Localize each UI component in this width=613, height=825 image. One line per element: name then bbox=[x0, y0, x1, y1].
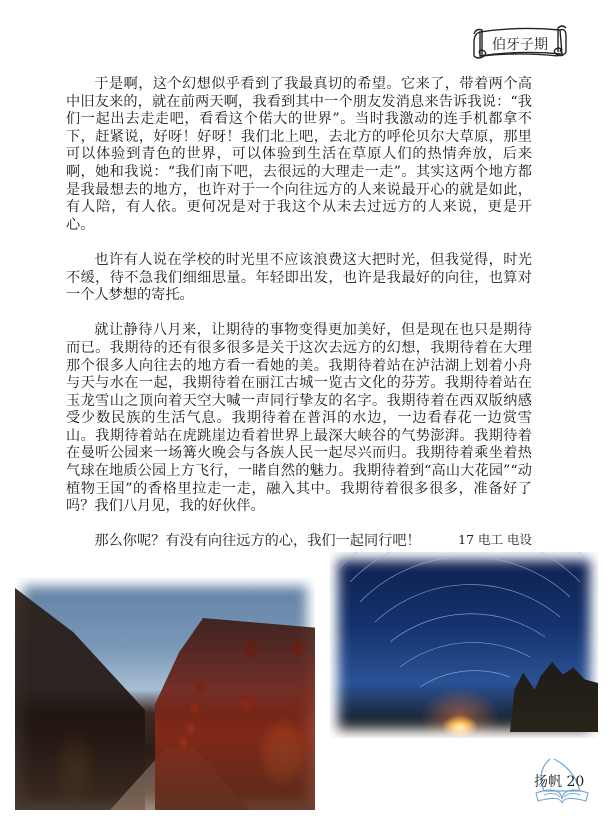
magazine-name: 扬帆 bbox=[534, 774, 562, 790]
red-lantern-building bbox=[155, 618, 315, 810]
star-trails-photo bbox=[330, 552, 598, 738]
article-author: 17 电工 电设 bbox=[458, 532, 532, 547]
article-paragraph: 就让静待八月来，让期待的事物变得更加美好，但是现在也只是期待而已。我期待的还有很多很多是关于这次去远方的幻想，我期待着在大理那个很多人向往去的地方看一看她的美。我期待着站在泸沽湖上划着小舟与天与水在一起，我期待着在丽江古城一览古文化的芬芳。我期待着站在玉龙雪山之顶向着天空大喊一声同行挚友的名字。我期待着在西双版纳感受少数民族的生活气息。我期待着在普洱的水边，一边看春花一边赏雪山。我期待着站在虎跳崖边看着世界上最深大峡谷的气势澎湃。我期待着在曼听公园来一场篝火晚会与各族人民一起尽兴而归。我期待着乘坐着热气球在地质公园上方飞行，一睹自然的魅力。我期待着到“高山大花园”“动植物王国”的香格里拉走一走，融入其中。我期待着很多很多，准备好了吗？我们八月见，我的好伙伴。 bbox=[66, 322, 532, 515]
footer-logo bbox=[530, 755, 594, 805]
wooden-building-left bbox=[15, 588, 145, 810]
page-number: 20 bbox=[566, 774, 585, 790]
article-body bbox=[66, 76, 532, 569]
article-paragraph: 那么你呢？有没有向往远方的心，我们一起同行吧！ bbox=[94, 533, 421, 550]
section-title: 伯牙子期 bbox=[492, 37, 548, 53]
lijiang-old-town-photo bbox=[15, 578, 315, 810]
page-footer-label bbox=[534, 771, 584, 791]
article-paragraph: 于是啊，这个幻想似乎看到了我最真切的希望。它来了，带着两个高中旧友来的，就在前两天啊，我看到其中一个朋友发消息来告诉我说：“我们一起出去走走吧，看看这个偌大的世界”。当时我激动的连手机都拿不下，赶紧说，好呀！好呀！我们北上吧，去北方的呼伦贝尔大草原，那里可以体验到青色的世界，可以体验到生活在草原人们的热情奔放，后来啊，她和我说：“我们南下吧，去很远的大理走一走”。其实这两个地方都是我最想去的地方，也许对于一个向往远方的人来说最开心的就是如此，有人陪，有人依。更何况是对于我这个从未去过远方的人来说，更是开心。 bbox=[66, 76, 532, 233]
article-paragraph: 也许有人说在学校的时光里不应该浪费这大把时光，但我觉得，时光不缓，待不急我们细细思量。年轻即出发，也许是我最好的向往，也算对一个人梦想的寄托。 bbox=[66, 251, 532, 304]
section-banner bbox=[470, 22, 570, 64]
